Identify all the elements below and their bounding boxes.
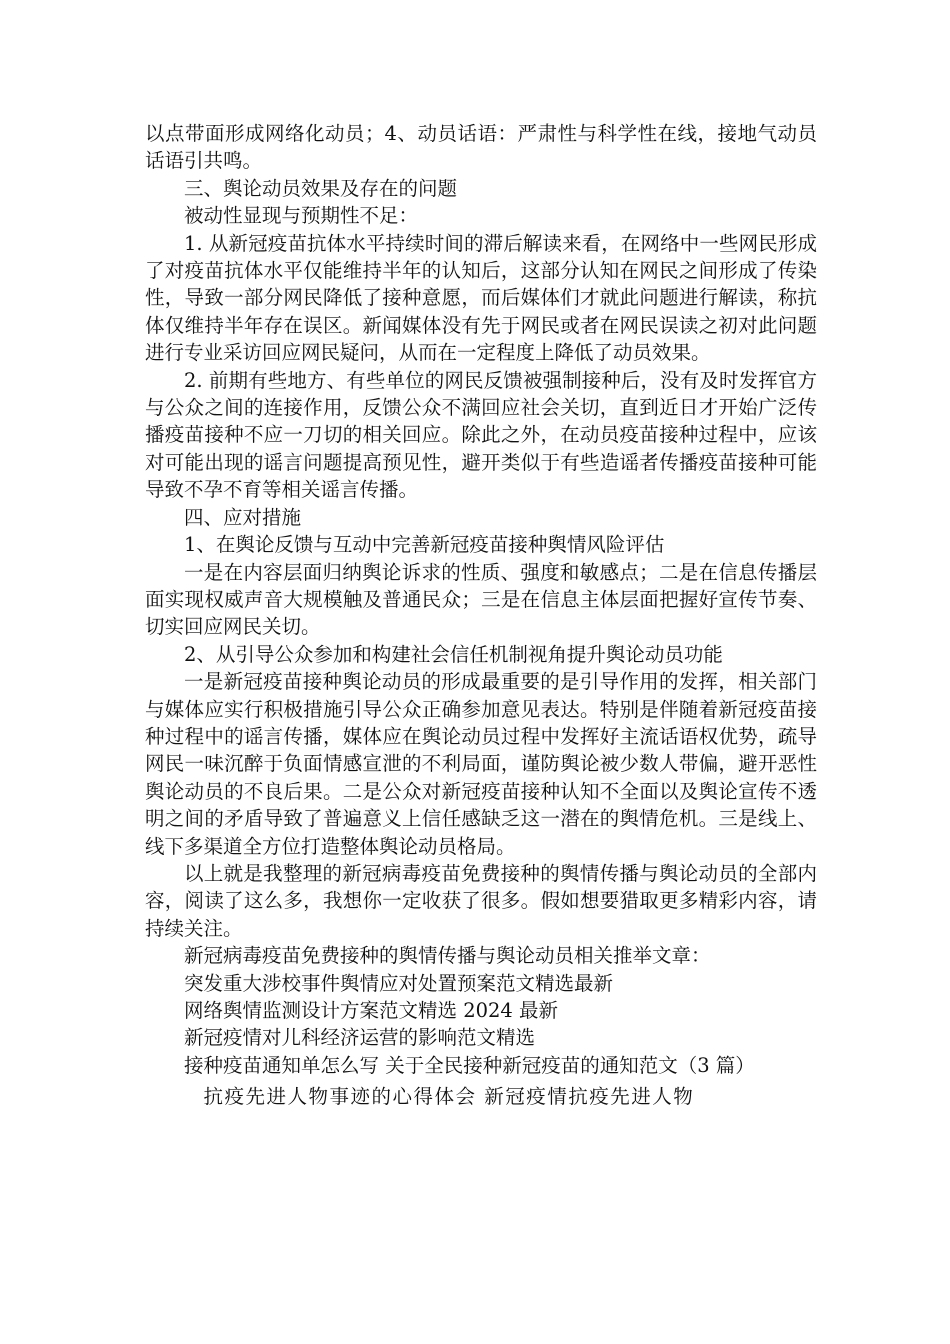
heading-section-three: 三、舆论动员效果及存在的问题	[184, 176, 458, 200]
paragraph-measure-two-body: 一是新冠疫苗接种舆论动员的形成最重要的是引导作用的发挥，相关部门与媒体应实行积极措施引导公众正确参加意见表达。特别是伴随着新冠疫苗接种过程中的谣言传播，媒体应在舆论动员过程中发挥好主流话语权优势，疏导网民一味沉醉于负面情感宣泄的不利局面，谨防舆论被少数人带偏，避开恶性舆论动员的不良后果。二是公众对新冠疫苗接种认知不全面以及舆论宣传不透明之间的矛盾导致了普遍意义上信任感缺乏这一潜在的舆情危机。三是线上、线下多渠道全方位打造整体舆论动员格局。	[145, 670, 817, 858]
related-article-link[interactable]: 突发重大涉校事件舆情应对处置预案范文精选最新	[184, 971, 614, 995]
related-articles-heading: 新冠病毒疫苗免费接种的舆情传播与舆论动员相关推举文章：	[184, 944, 711, 968]
paragraph-measure-one-body: 一是在内容层面归纳舆论诉求的性质、强度和敏感点；二是在信息传播层面实现权威声音大规模触及普通民众；三是在信息主体层面把握好宣传节奏、切实回应网民关切。	[145, 560, 817, 639]
related-article-link[interactable]: 接种疫苗通知单怎么写 关于全民接种新冠疫苗的通知范文（3 篇）	[184, 1053, 755, 1077]
paragraph-conclusion: 以上就是我整理的新冠病毒疫苗免费接种的舆情传播与舆论动员的全部内容，阅读了这么多，我想你一定收获了很多。假如想要猎取更多精彩内容，请持续关注。	[145, 861, 817, 940]
paragraph-mobilization-tail: 以点带面形成网络化动员；4、动员话语：严肃性与科学性在线，接地气动员话语引共鸣。	[145, 122, 817, 173]
subheading-measure-one: 1、在舆论反馈与互动中完善新冠疫苗接种舆情风险评估	[184, 533, 665, 557]
subheading-passivity: 被动性显现与预期性不足：	[184, 204, 419, 228]
subheading-measure-two: 2、从引导公众参加和构建社会信任机制视角提升舆论动员功能	[184, 642, 723, 666]
heading-section-four: 四、应对措施	[184, 505, 302, 529]
document-page	[145, 120, 817, 1111]
related-article-link[interactable]: 抗疫先进人物事迹的心得体会 新冠疫情抗疫先进人物	[203, 1085, 695, 1109]
related-article-link[interactable]: 网络舆情监测设计方案范文精选 2024 最新	[184, 999, 559, 1022]
paragraph-point-one: 1. 从新冠疫苗抗体水平持续时间的滞后解读来看，在网络中一些网民形成了对疫苗抗体水平仅能维持半年的认知后，这部分认知在网民之间形成了传染性，导致一部分网民降低了接种意愿，而后媒体们才就此问题进行解读，称抗体仅维持半年存在误区。新闻媒体没有先于网民或者在网民误读之初对此问题进行专业采访回应网民疑问，从而在一定程度上降低了动员效果。	[145, 231, 817, 365]
related-article-link[interactable]: 新冠疫情对儿科经济运营的影响范文精选	[184, 1026, 536, 1050]
paragraph-point-two: 2. 前期有些地方、有些单位的网民反馈被强制接种后，没有及时发挥官方与公众之间的连接作用，反馈公众不满回应社会关切，直到近日才开始广泛传播疫苗接种不应一刀切的相关回应。除此之外，在动员疫苗接种过程中，应该对可能出现的谣言问题提高预见性，避开类似于有些造谣者传播疫苗接种可能导致不孕不育等相关谣言传播。	[145, 368, 817, 502]
